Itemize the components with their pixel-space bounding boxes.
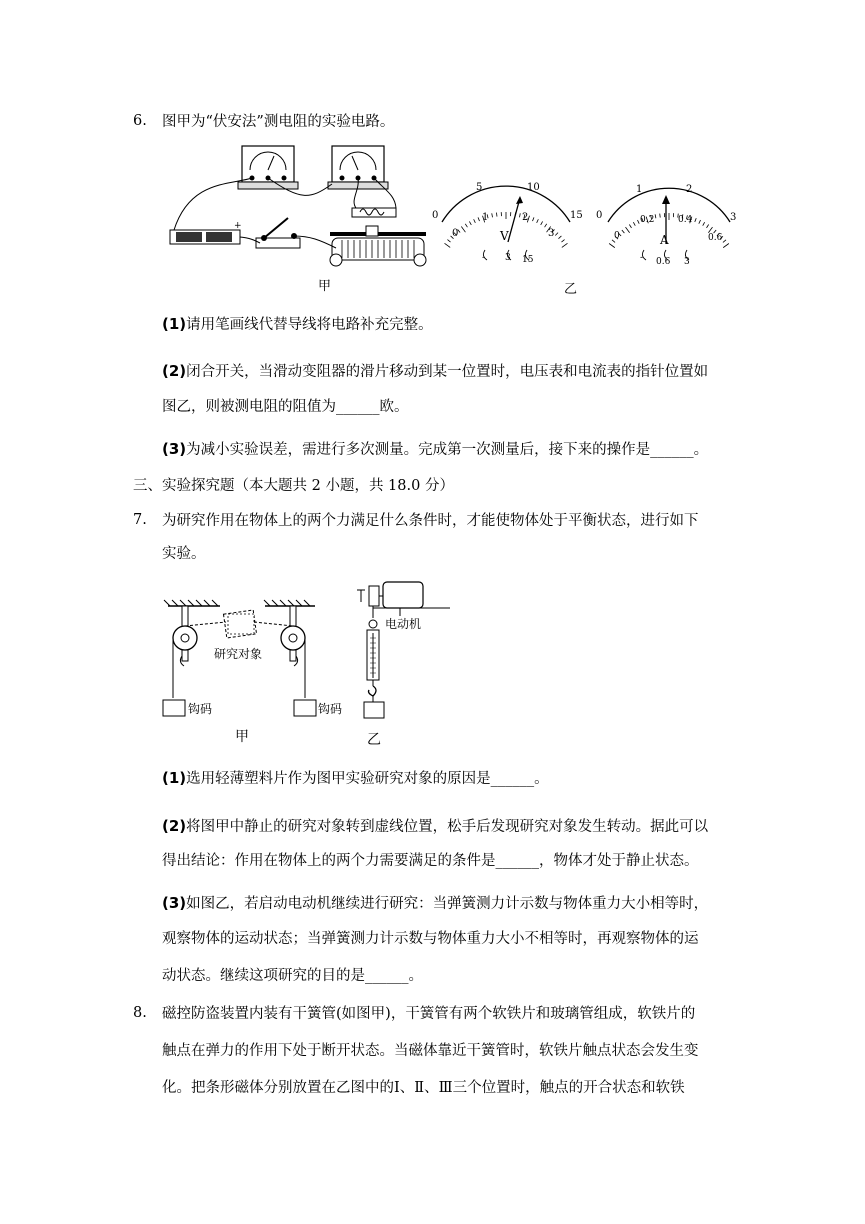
- dial-tick: [537, 219, 539, 223]
- q7-part1-text: 选用轻薄塑料片作为图甲实验研究对象的原因是______。: [186, 771, 549, 787]
- question-7-stem-line1: 为研究作用在物体上的两个力满足什么条件时，才能使物体处于平衡状态，进行如下: [162, 513, 699, 529]
- dial-tick: [723, 244, 729, 248]
- dial-tick: [445, 243, 451, 247]
- v-inner-tick-2: 2: [522, 212, 529, 223]
- fig7-label-yi: 乙: [367, 732, 381, 748]
- dial-tick: [622, 230, 625, 233]
- q7-part3-line2: 观察物体的运动状态；当弹簧测力计示数与物体重力大小不相等时，再观察物体的运: [162, 931, 699, 947]
- q7-part3-num: (3): [162, 894, 187, 912]
- a-outer-tick-0: 0: [596, 210, 603, 221]
- a-inner-tick-0.6: 0.6: [708, 233, 723, 243]
- a-terminal-neg: -: [640, 253, 644, 263]
- label-weight-right: 钩码: [318, 702, 343, 716]
- dial-tick: [633, 222, 635, 226]
- a-terminal-3: 3: [684, 257, 690, 267]
- v-inner-tick-3: 3: [548, 228, 555, 239]
- ammeter-dial: [592, 180, 742, 275]
- motor-figure: [355, 578, 455, 748]
- q7-part1: [162, 767, 549, 788]
- v-symbol: V: [500, 229, 509, 243]
- pulley-figure: [160, 598, 375, 748]
- q7-part2-line2: 得出结论：作用在物体上的两个力需要满足的条件是______，物体才处于静止状态。: [162, 853, 699, 869]
- voltmeter-dial: [430, 180, 590, 275]
- question-8-line1: 磁控防盗装置内装有干簧管(如图甲)，干簧管有两个软铁片和玻璃管组成，软铁片的: [162, 1006, 696, 1022]
- dial-tick: [469, 221, 471, 225]
- q6-part1-num: (1): [162, 315, 187, 333]
- v-outer-tick-5: 5: [476, 182, 483, 193]
- q7-part2-line1: [162, 815, 708, 836]
- fig6-label-yi: 乙: [564, 282, 578, 297]
- rheostat-drawing: [330, 226, 426, 266]
- dial-tick: [699, 220, 701, 224]
- v-inner-tick-0: 0: [452, 228, 459, 239]
- fig7-label-jia: 甲: [235, 729, 249, 745]
- q7-part2-num: (2): [162, 817, 187, 835]
- v-outer-tick-0: 0: [432, 210, 439, 221]
- question-6-number: 6.: [133, 113, 147, 129]
- a-outer-tick-1: 1: [636, 184, 643, 195]
- a-outer-tick-2: 2: [686, 184, 693, 195]
- q7-part3-line3: 动状态。继续这项研究的目的是______。: [162, 968, 423, 984]
- dial-tick: [707, 225, 709, 228]
- section-3-heading: 三、实验探究题（本大题共 2 小题，共 18.0 分）: [133, 478, 454, 494]
- dial-tick: [492, 213, 493, 217]
- switch-drawing: [256, 218, 300, 248]
- a-inner-tick-0: 0: [614, 231, 620, 241]
- fig6-label-jia: 甲: [318, 279, 332, 294]
- dial-tick: [496, 213, 497, 217]
- ammeter-device-drawing: [238, 146, 298, 189]
- v-outer-tick-15: 15: [570, 210, 583, 221]
- v-inner-tick-1: 1: [482, 212, 489, 223]
- q7-part2-text-a: 将图甲中静止的研究对象转到虚线位置，松手后发现研究对象发生转动。据此可以: [186, 819, 709, 835]
- dial-tick: [561, 240, 564, 243]
- a-inner-tick-0.4: 0.4: [678, 215, 693, 225]
- dial-tick: [629, 225, 631, 228]
- label-research-object: 研究对象: [214, 647, 263, 661]
- dial-tick: [562, 243, 568, 247]
- svg-text:+: +: [234, 221, 242, 231]
- dial-tick: [519, 213, 520, 217]
- dial-tick: [558, 236, 561, 239]
- resistor-drawing: [352, 208, 396, 217]
- question-7-number: 7.: [133, 512, 147, 528]
- v-terminal-3: 3: [505, 253, 511, 263]
- q6-part1-text: 请用笔画线代替导线将电路补充完整。: [186, 317, 433, 333]
- dial-tick: [541, 221, 543, 225]
- v-terminal-15: 15: [522, 255, 534, 265]
- dial-tick: [478, 217, 479, 221]
- question-8-line2: 触点在弹力的作用下处于断开状态。当磁体靠近干簧管时，软铁片触点状态会发生变: [162, 1043, 699, 1059]
- dial-tick: [461, 227, 465, 233]
- q6-part3-text: 为减小实验误差，需进行多次测量。完成第一次测量后，接下来的操作是______。: [186, 442, 709, 458]
- dial-tick: [655, 214, 656, 218]
- question-8-line3: 化。把条形磁体分别放置在乙图中的Ⅰ、Ⅱ、Ⅲ三个位置时，触点的开合状态和软铁: [162, 1080, 685, 1096]
- dial-tick: [723, 240, 726, 243]
- dial-tick: [703, 222, 705, 226]
- q7-part1-num: (1): [162, 769, 187, 787]
- question-6-stem: 图甲为“伏安法”测电阻的实验电路。: [162, 114, 395, 130]
- battery-drawing: [170, 221, 242, 244]
- dial-tick: [695, 218, 696, 222]
- a-terminal-0.6: 0.6: [656, 257, 671, 267]
- q7-part3-text-a: 如图乙，若启动电动机继续进行研究：当弹簧测力计示数与物体重力大小相等时，: [186, 896, 709, 912]
- dial-tick: [465, 224, 467, 227]
- dial-tick: [660, 214, 661, 218]
- circuit-figure: [160, 140, 440, 295]
- q6-part2-line2: 图乙，则被测电阻的阻值为______欧。: [162, 399, 409, 415]
- dial-tick: [533, 217, 534, 221]
- q6-part1: [162, 313, 433, 334]
- dial-tick: [447, 240, 450, 243]
- v-terminal-neg: -: [482, 253, 486, 263]
- a-outer-tick-3: 3: [730, 212, 737, 223]
- label-weight-left: 钩码: [188, 702, 213, 716]
- q6-part2-num: (2): [162, 362, 187, 380]
- question-7-stem-line2: 实验。: [162, 546, 206, 562]
- a-symbol: A: [660, 233, 669, 247]
- q6-part3: [162, 438, 708, 459]
- dial-tick: [609, 244, 615, 248]
- v-pointer: [508, 198, 520, 242]
- dial-tick: [555, 233, 558, 236]
- dial-tick: [637, 220, 639, 224]
- q7-part3-line1: [162, 892, 708, 913]
- v-outer-tick-10: 10: [527, 182, 540, 193]
- q6-part3-num: (3): [162, 440, 187, 458]
- question-8-number: 8.: [133, 1005, 147, 1021]
- q6-part2-line1: [162, 360, 708, 381]
- dial-tick: [626, 227, 630, 233]
- dial-tick: [708, 227, 712, 233]
- dial-tick: [474, 219, 476, 223]
- q6-part2-text-a: 闭合开关，当滑动变阻器的滑片移动到某一位置时，电压表和电流表的指针位置如: [186, 364, 709, 380]
- dial-tick: [545, 224, 547, 227]
- a-inner-tick-0.2: 0.2: [640, 215, 655, 225]
- label-motor: 电动机: [385, 617, 422, 631]
